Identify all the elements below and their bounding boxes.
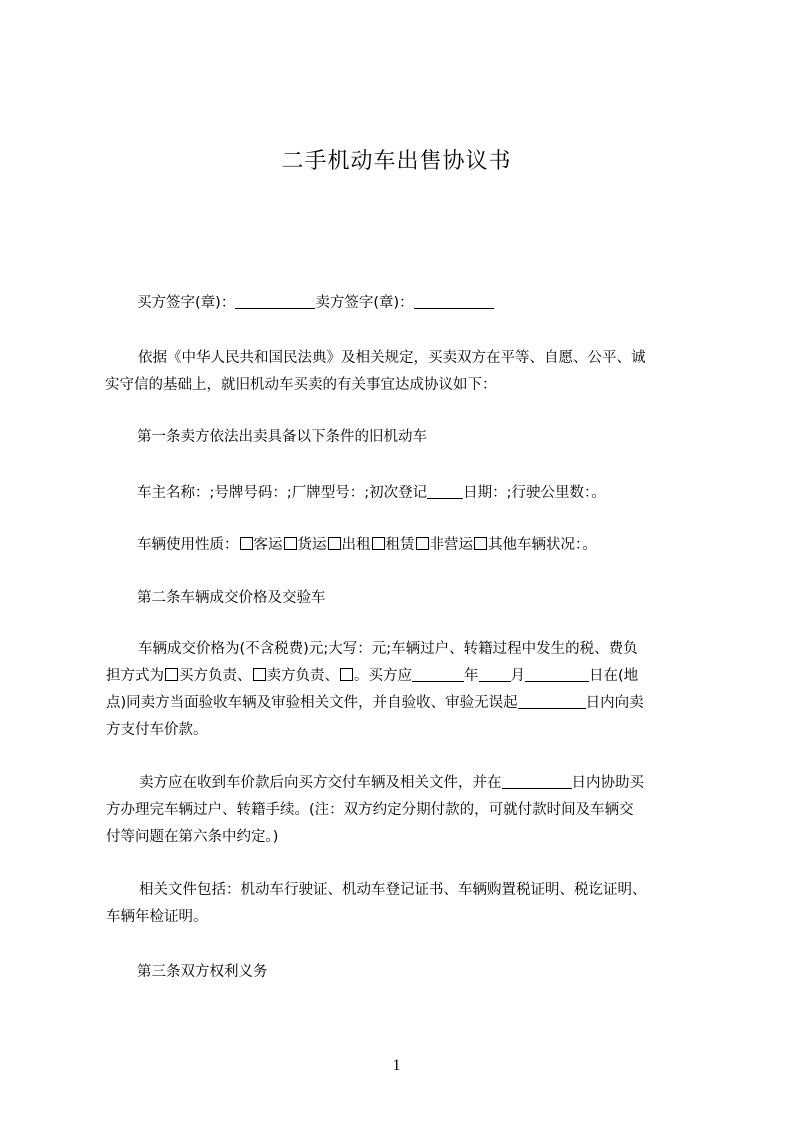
- payment-days-blank[interactable]: [518, 694, 586, 709]
- price-line-3-text-b: 日内向卖: [585, 695, 644, 711]
- vehicle-info-text-b: 日期：;行驶公里数：。: [463, 485, 606, 501]
- delivery-line-2: 方办理完车辆过户、转籍手续。(注：双方约定分期付款的，可就付款时间及车辆交: [106, 802, 634, 818]
- delivery-line-1-text-b: 日内协助买: [571, 775, 644, 791]
- article-1-heading: 第一条卖方依法出卖具备以下条件的旧机动车: [137, 429, 427, 445]
- year-blank[interactable]: [412, 667, 464, 682]
- day-blank[interactable]: [525, 667, 589, 682]
- buyer-signature-blank[interactable]: [235, 294, 315, 309]
- usage-opt-non-commercial: 非营运: [429, 537, 473, 553]
- document-title: 二手机动车出售协议书: [281, 149, 512, 174]
- documents-line-1: 相关文件包括：机动车行驶证、机动车登记证书、车辆购置税证明、税讫证明、: [139, 882, 647, 898]
- price-line-2-text-a: 担方式为: [106, 668, 164, 684]
- price-line-2: [106, 664, 638, 685]
- buyer-signature-label: 买方签字(章)：: [137, 295, 236, 311]
- price-line-1: 车辆成交价格为(不含税费)元;大写：元;车辆过户、转籍过程中发生的税、费负: [138, 641, 638, 657]
- delivery-line-3: 付等问题在第六条中约定。): [106, 829, 279, 845]
- usage-opt-other: 其他车辆状况：。: [488, 537, 597, 553]
- vehicle-info-line: [137, 481, 606, 502]
- usage-opt-freight: 货运: [297, 537, 327, 553]
- delivery-line-1-text-a: 卖方应在收到车价款后向买方交付车辆及相关文件，并在: [139, 775, 502, 791]
- intro-line-1: 依据《中华人民共和国民法典》及相关规定，买卖双方在平等、自愿、公平、诚: [138, 350, 646, 366]
- registration-blank[interactable]: [427, 484, 463, 499]
- checkbox-passenger[interactable]: [240, 537, 253, 550]
- price-line-2-text-e: 年: [464, 668, 479, 684]
- price-line-2-text-b: 买方负责、: [179, 668, 252, 684]
- checkbox-seller-pays[interactable]: [253, 668, 266, 681]
- checkbox-other-payer[interactable]: [340, 668, 353, 681]
- checkbox-taxi[interactable]: [328, 537, 341, 550]
- price-line-3: [106, 691, 644, 712]
- seller-signature-blank[interactable]: [414, 294, 494, 309]
- checkbox-non-commercial[interactable]: [416, 537, 429, 550]
- usage-opt-taxi: 出租: [341, 537, 371, 553]
- article-2-heading: 第二条车辆成交价格及交验车: [137, 590, 326, 606]
- signature-line: [137, 291, 494, 312]
- checkbox-buyer-pays[interactable]: [165, 668, 178, 681]
- usage-opt-lease: 租赁: [385, 537, 415, 553]
- vehicle-usage-line: [137, 533, 597, 554]
- price-line-2-text-g: 日在(地: [589, 668, 639, 684]
- usage-label: 车辆使用性质：: [137, 537, 239, 553]
- checkbox-freight[interactable]: [284, 537, 297, 550]
- price-line-3-text-a: 点)同卖方当面验收车辆及审验相关文件，并自验收、审验无误起: [106, 695, 518, 711]
- checkbox-other[interactable]: [474, 537, 487, 550]
- price-line-2-text-c: 卖方负责、: [266, 668, 339, 684]
- documents-line-2: 车辆年检证明。: [106, 909, 208, 925]
- intro-line-2: 实守信的基础上，就旧机动车买卖的有关事宜达成协议如下：: [105, 377, 497, 393]
- price-line-4: 方支付车价款。: [106, 722, 208, 738]
- usage-opt-passenger: 客运: [253, 537, 283, 553]
- delivery-line-1: [139, 771, 644, 792]
- price-line-2-text-f: 月: [510, 668, 525, 684]
- transfer-days-blank[interactable]: [502, 774, 572, 789]
- vehicle-info-text-a: 车主名称：;号牌号码：;厂牌型号：;初次登记: [137, 485, 428, 501]
- checkbox-lease[interactable]: [372, 537, 385, 550]
- seller-signature-label: 卖方签字(章)：: [315, 295, 414, 311]
- article-3-heading: 第三条双方权利义务: [137, 964, 268, 980]
- page-number: 1: [392, 1057, 401, 1074]
- price-line-2-text-d: 。买方应: [354, 668, 412, 684]
- month-blank[interactable]: [479, 667, 511, 682]
